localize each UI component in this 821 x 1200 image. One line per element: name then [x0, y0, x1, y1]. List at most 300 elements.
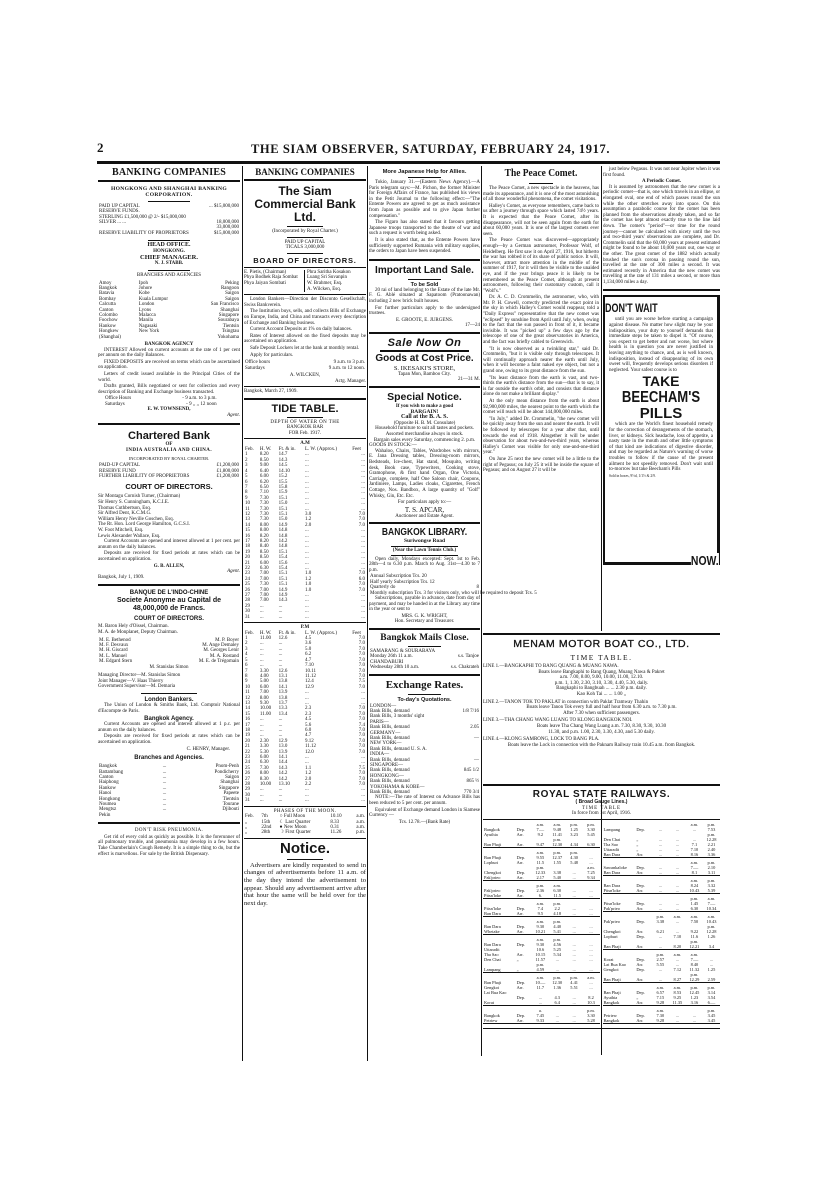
- article-headline: The Peace Comet.: [504, 168, 578, 179]
- table-cell: 2.05: [470, 725, 479, 731]
- table-cell: 4: [245, 468, 248, 474]
- table-cell: 4.30: [570, 854, 578, 860]
- table-cell: Bank Bills, demand: [370, 779, 410, 785]
- table-cell: 11.00: [259, 711, 271, 717]
- table-cell: 7.0: [358, 727, 365, 733]
- exchange-title: Exchange Rates.: [385, 678, 464, 691]
- table-cell: Tha Sao: [484, 951, 499, 957]
- table-cell: ...: [278, 717, 283, 723]
- table-cell: M. A. Rostand: [209, 653, 239, 659]
- table-cell: 5.39: [707, 887, 716, 893]
- table-cell: 14.9: [278, 587, 288, 593]
- signer: A. WILCKEN,: [289, 372, 321, 378]
- table-cell: ...: [675, 851, 680, 857]
- table-cell: 11.7: [536, 984, 545, 990]
- table-cell: 9 a.m. to 3 p.m.: [333, 360, 365, 366]
- masthead-title: THE SIAM OBSERVER, SATURDAY, FEBRUARY 24, 1917.: [250, 142, 611, 156]
- table-cell: 7.0: [358, 668, 365, 674]
- table-cell: 7.10: [259, 490, 269, 496]
- table-cell: 11.5: [553, 892, 561, 898]
- table-cell: 8.20: [259, 538, 269, 544]
- table-cell: 12.21: [689, 943, 700, 949]
- table-cell: 4.5: [304, 636, 312, 642]
- table-cell: 1.36: [553, 984, 562, 990]
- table-cell: SAMARANG & SOURABAYA: [370, 648, 436, 654]
- table-cell: 1.0: [304, 571, 312, 577]
- tide-pm-table: [244, 631, 366, 804]
- contact-line: For particulars apply to:—: [397, 500, 452, 506]
- table-cell: 27: [245, 776, 250, 782]
- table-row: [483, 1018, 600, 1024]
- table-cell: Ban Phaji: [484, 854, 502, 860]
- signer: E. GROOTE, E. JURGENS.: [395, 317, 454, 323]
- table-cell: ...: [658, 966, 662, 972]
- table-cell: ...: [259, 717, 264, 723]
- boat-line-heading: LINE 4.—KLONG SAMRONG, LOCK TO BANG PLA.: [483, 737, 600, 743]
- table-cell: 1: [245, 452, 248, 458]
- table-cell: ...: [361, 468, 365, 474]
- table-cell: a.m.: [536, 821, 545, 827]
- officer-list: [98, 673, 240, 690]
- table-cell: [176, 813, 240, 818]
- table-cell: Calcutta: [99, 302, 116, 308]
- table-cell: 7.30: [259, 511, 269, 517]
- table-cell: Saigon: [225, 291, 239, 297]
- table-cell: 4: [245, 652, 248, 658]
- royal-state-railways-advert: [483, 784, 720, 1059]
- table-cell: ...: [589, 984, 593, 990]
- list-item: Managing Director—M. Stanislas Simon: [98, 673, 181, 679]
- list-item: Phra Saritha Kosakon: [307, 269, 351, 275]
- table-cell: LONDON—: [370, 703, 397, 709]
- table-cell: 7.0: [358, 673, 365, 679]
- scb-title: The Siam Commercial Bank Ltd.: [254, 184, 356, 224]
- table-cell: ...: [589, 951, 593, 957]
- library-note: (Near the Lawn Tennis Club.): [392, 547, 457, 553]
- table-row: [483, 875, 600, 881]
- table-cell: 14.9: [278, 593, 288, 599]
- table-cell: 15.1: [278, 506, 288, 512]
- table-cell: Tha Sao: [603, 841, 619, 847]
- director-list: [98, 494, 240, 539]
- table-cell: 11.5: [536, 859, 545, 865]
- table-cell: ...: [675, 864, 680, 870]
- table-cell: Office Hours: [105, 396, 132, 402]
- table-cell: ...: [658, 826, 662, 832]
- railway-table: [483, 1008, 600, 1024]
- table-cell: Amoy: [99, 280, 112, 286]
- table-cell: 8.40: [690, 961, 699, 967]
- table-cell: ...: [361, 452, 365, 458]
- table-cell: ...: [361, 598, 365, 604]
- table-cell: „: [516, 966, 519, 972]
- table-cell: Malacca: [138, 313, 156, 319]
- table-cell: 13.8: [278, 679, 288, 685]
- table-cell: 3.23: [570, 831, 578, 837]
- timetable-label: TIME TABLE: [581, 805, 622, 811]
- table-cell: 1.0: [304, 582, 312, 588]
- table-cell: 9.28: [656, 999, 665, 1005]
- table-cell: Ban Dara: [603, 882, 621, 888]
- railway-right: [602, 822, 721, 1026]
- table-row: [483, 842, 600, 848]
- indochine-title: BANQUE DE L'INDO-CHINE: [129, 590, 209, 597]
- table-cell: Sourabaya: [217, 318, 239, 324]
- table-cell: 1.1: [304, 765, 312, 771]
- table-cell: 7.4: [537, 905, 544, 911]
- table-cell: Lampang: [484, 966, 501, 972]
- table-cell: ...: [259, 798, 264, 804]
- table-cell: ...: [304, 798, 309, 804]
- table-cell: ...: [658, 841, 662, 847]
- table-cell: 7.00: [259, 690, 269, 696]
- table-cell: Wheiake: [484, 928, 500, 934]
- table-cell: 14.7: [278, 452, 288, 458]
- table-cell: Bank Bills, demand: [370, 735, 410, 741]
- paragraph: Rates of Interest allowed on the fixed deposits may be ascertained on application.: [244, 333, 366, 345]
- table-cell: ...: [675, 841, 680, 847]
- table-cell: 7.0: [358, 744, 365, 750]
- table-cell: a.m.: [587, 974, 595, 980]
- table-cell: 24: [245, 576, 250, 582]
- table-cell: 6.00: [259, 755, 269, 760]
- table-cell: 8.20: [259, 533, 269, 539]
- table-cell: 1.2: [304, 517, 312, 523]
- ad-price: Sold in boxes, 9½d, 1/1½ & 2/9.: [609, 473, 656, 478]
- table-cell: Pitsn'loke: [484, 905, 502, 911]
- list-item: Sir Alfred Dent, K.C.M.G.: [98, 511, 152, 517]
- table-cell: ...: [304, 695, 309, 701]
- of-label: OF: [165, 442, 173, 448]
- table-cell: Lat Bua Kao: [484, 989, 507, 995]
- table-cell: 6.30: [553, 887, 562, 893]
- table-cell: ...: [361, 798, 365, 804]
- table-cell: 9.30: [536, 923, 545, 929]
- table-cell: ...: [304, 690, 309, 696]
- table-cell: 6.4: [554, 999, 560, 1005]
- table-cell: Arr.: [636, 887, 644, 893]
- table-cell: a.m.: [553, 882, 562, 888]
- table-cell: 12: [245, 695, 250, 701]
- paragraph: London Bankers—Direction der Disconto Gesellschaft, Swiss Bankverein.: [244, 297, 366, 308]
- column-divider: [601, 166, 602, 631]
- table-cell: Gengkoi: [603, 966, 619, 972]
- table-cell: Dep.: [636, 864, 645, 870]
- ad-now: NOW.: [691, 553, 719, 569]
- table-cell: Ban Dara: [484, 923, 501, 929]
- signer-title: Agent.: [227, 412, 240, 418]
- stock-title: GOODS IN STOCK:—: [369, 443, 417, 449]
- table-cell: 7.30: [259, 495, 269, 501]
- article-headline: More Japanese Help for Allies.: [382, 169, 467, 175]
- table-cell: p.m.: [656, 951, 665, 957]
- stock-list: Wahaloo, Chairs, Tables, Wardrobes with mirrors, E. Jana Dressing tables, Dressing-room mirrors, Bedsteads, Ice-chest, Hat stand, Mosquito, writing desk, Book case, Typewriters, Cooking stove, Gramophone, & first hand Organ, One Victoria, Carriage, complete, half One Saloon chair, Coupons, Jardinière, Lamps, Ladies cloaks, Cigarettes, French Cottage, Nos. Bandbox, A large quantity of "Golf" Whisky, Gin, Etc. Etc.: [369, 448, 480, 499]
- table-cell: 15.2: [278, 474, 288, 480]
- table-cell: 13.3: [278, 706, 288, 712]
- paragraph: Open daily, Mondays excepted: Sept. 1st to Feb. 28th—4 to 6.30 p.m. March to Aug. 31st—4.30 to 7 p.m.: [369, 556, 480, 573]
- table-cell: ...: [162, 807, 167, 813]
- table-cell: 15.1: [278, 576, 288, 582]
- article-body: [369, 180, 480, 255]
- chartered-capital: [98, 463, 240, 479]
- col-header: Feet: [352, 630, 361, 636]
- railway-table: [483, 919, 600, 935]
- menam-title: MENAM MOTOR BOAT CO., LTD.: [513, 638, 690, 650]
- boat-schedule-row: After 7.30 when sufficient passengers.: [563, 710, 640, 716]
- railway-table: [483, 975, 600, 1006]
- table-cell: ...: [304, 700, 309, 706]
- table-cell: ...: [675, 882, 680, 888]
- table-cell: p.m.: [707, 877, 716, 883]
- table-cell: ...: [572, 1017, 576, 1023]
- table-cell: ...: [589, 859, 593, 865]
- table-cell: ...: [304, 533, 309, 539]
- table-cell: 14.1: [278, 684, 288, 690]
- table-cell: ○ Full Moon: [279, 814, 306, 820]
- table-cell: 11.6: [690, 933, 699, 939]
- chartered-bank-advert: [98, 430, 240, 580]
- library-title: BANGKOK LIBRARY.: [381, 527, 468, 539]
- table-cell: M. E. de Trégomain: [198, 659, 239, 665]
- court-of-directors: COURT OF DIRECTORS.: [125, 482, 213, 492]
- table-cell: 11.32: [689, 966, 700, 972]
- table-cell: ...: [658, 851, 662, 857]
- hsbc-advert: [98, 186, 240, 418]
- paragraph: FIXED DEPOSITS are received on terms which can be ascertained on application.: [98, 359, 240, 371]
- table-cell: ...: [572, 910, 576, 916]
- table-cell: 2.3: [304, 711, 312, 717]
- table-cell: ...: [278, 727, 283, 733]
- indochine-subtitle: Societe Anonyme au Capital de 48,000,000 de Francs.: [117, 597, 221, 613]
- table-cell: Arr.: [516, 874, 524, 880]
- masthead-rule: [97, 161, 720, 164]
- table-cell: Arr.: [516, 928, 524, 934]
- table-row: [98, 474, 240, 479]
- table-cell: 6.30: [587, 841, 595, 847]
- column-5: [603, 167, 720, 631]
- date: Bangkok, July 1, 1909.: [98, 574, 145, 580]
- table-cell: 12.37: [552, 854, 563, 860]
- notice-title: Notice.: [279, 839, 330, 857]
- table-cell: 18: [245, 727, 250, 733]
- table-row: [244, 615, 366, 620]
- notice: [244, 841, 366, 908]
- table-cell: ...: [304, 593, 309, 599]
- table-cell: 31: [245, 614, 250, 620]
- table-cell: 17: [245, 722, 250, 728]
- table-cell: 6.50: [259, 484, 269, 490]
- table-cell: 4.59: [536, 966, 545, 972]
- column-4: [483, 167, 599, 629]
- table-cell: 25: [245, 582, 250, 588]
- table-cell: p.m.: [656, 913, 665, 919]
- table-cell: 15.4: [278, 566, 288, 571]
- agency-title: BANGKOK AGENCY: [144, 342, 194, 348]
- table-cell: p.m.: [707, 1007, 716, 1013]
- table-cell: Ban Dara: [603, 869, 621, 875]
- tide-subtitle: BANGKOK BAR: [286, 425, 324, 431]
- table-cell: 12.28: [706, 836, 717, 842]
- table-cell: Battambang: [99, 769, 124, 775]
- london-bankers-title: London Bankers.: [144, 696, 194, 703]
- head-office: HEAD OFFICE.: [147, 242, 191, 249]
- table-cell: 6.—: [707, 999, 716, 1005]
- table-cell: ...: [658, 864, 662, 870]
- table-cell: ...: [361, 566, 365, 571]
- table-cell: 15.1: [278, 511, 288, 517]
- article-body: [603, 185, 720, 286]
- table-cell: ...: [162, 774, 167, 780]
- table-cell: p.m.: [587, 821, 595, 827]
- table-cell: 14.8: [278, 528, 288, 534]
- table-cell: ...: [259, 792, 264, 798]
- table-cell: 7.53: [707, 826, 716, 832]
- table-cell: ...: [304, 787, 309, 793]
- table-cell: 14: [245, 522, 250, 528]
- table-cell: s.s. Chakrateh: [450, 665, 479, 671]
- table-cell: 4.00: [259, 673, 269, 679]
- scb-body: [244, 297, 366, 358]
- table-cell: 3.16: [690, 999, 699, 1005]
- table-cell: p.m.: [690, 895, 699, 901]
- table-cell: ...: [675, 900, 680, 906]
- table-cell: 10.11: [304, 668, 317, 674]
- table-cell: 8.00: [259, 528, 269, 534]
- table-cell: 10.00: [259, 706, 272, 712]
- table-cell: 7.0: [358, 663, 365, 669]
- table-cell: Bangkok: [99, 764, 118, 770]
- column-divider: [242, 166, 243, 1061]
- table-cell: Korat: [484, 999, 494, 1005]
- table-cell: 1.25: [570, 826, 578, 832]
- table-cell: ...: [304, 760, 309, 766]
- table-cell: 24: [245, 760, 250, 766]
- table-cell: 7.0: [358, 652, 365, 658]
- section-header: BANKING COMPANIES: [111, 167, 227, 178]
- boat-schedule-row: Boats leave Tanon Tok every full and half hour from 6.30 a.m. to 7.30 p.m.: [526, 705, 677, 711]
- table-cell: 10.00: [259, 782, 272, 788]
- special-notice-title: Special Notice.: [387, 391, 462, 404]
- table-cell: Papeete: [223, 791, 239, 797]
- siam-commercial-bank-advert: [244, 185, 366, 395]
- signer-title: Agent.: [227, 569, 240, 575]
- table-cell: 31: [245, 798, 250, 804]
- railway-table: [603, 1008, 721, 1024]
- signer: G. B. ALLEN,: [153, 563, 185, 569]
- incorporated: INCORPORATED BY ROYAL CHARTER.: [128, 455, 210, 461]
- table-cell: 3.30: [259, 744, 269, 750]
- land-sale-subtitle: To be Sold: [410, 281, 439, 288]
- table-cell: Dep.: [636, 966, 645, 972]
- table-cell: Arr.: [516, 984, 524, 990]
- table-cell: 2.21: [707, 841, 716, 847]
- table-cell: ...: [361, 700, 365, 706]
- table-cell: Saturdays: [245, 365, 265, 371]
- table-cell: 1.0: [304, 587, 312, 593]
- paragraph: At the only mean distance from the earth is about 92,900,000 miles, the nearest point to the earth which the comet will reach will be about 144,000,000 miles.: [483, 398, 599, 416]
- table-cell: 14.10: [278, 468, 290, 474]
- table-cell: ...: [589, 905, 593, 911]
- table-cell: a.m.: [690, 877, 699, 883]
- ad-pills: PILLS: [639, 405, 683, 423]
- table-cell: 5.6: [304, 722, 312, 728]
- table-cell: ...: [162, 785, 167, 791]
- table-cell: ...: [572, 951, 576, 957]
- boat-schedule-row: Boats leave the Lock in connection with the Paknam Railway train 10.45 a.m. from Bangkok.: [507, 742, 696, 748]
- signer-title: Hon. Secretary and Treasurer.: [394, 619, 455, 625]
- tide-table: [244, 403, 366, 804]
- table-cell: 15.9: [278, 490, 288, 496]
- table-cell: ...: [658, 905, 662, 911]
- table-cell: ...: [658, 887, 662, 893]
- paragraph: Deposits are received for fixed periods at rates which can be ascertained on application.: [98, 734, 240, 745]
- ad-headline: DON'T WAIT: [605, 301, 658, 316]
- table-cell: 11.26: [330, 830, 342, 836]
- table-cell: 7.00: [259, 598, 269, 604]
- paragraph: Apply for particulars.: [250, 352, 294, 358]
- table-cell: Pekin: [99, 812, 111, 818]
- table-cell: RESERVE FUNDS.: [99, 209, 140, 215]
- table-cell: Ban Phaji: [603, 989, 621, 995]
- table-cell: ...: [361, 555, 365, 561]
- table-cell: 22: [245, 749, 250, 755]
- table-cell: ...: [658, 869, 662, 875]
- table-cell: a.m.: [356, 814, 365, 820]
- table-cell: 3.38: [656, 918, 665, 924]
- court-of-directors: COURT OF DIRECTORS.: [134, 616, 204, 623]
- table-cell: HONGKONG—: [370, 773, 404, 779]
- table-cell: STERLING £1,500,000 @ 2/- $15,000,000: [99, 214, 186, 220]
- paragraph: Current Account Deposits at 1% on daily balances.: [250, 327, 352, 333]
- table-cell: ☽ First Quarter: [279, 830, 311, 836]
- table-cell: 14.8: [278, 544, 288, 550]
- table-cell: ...: [555, 1012, 559, 1018]
- table-cell: Colombo: [99, 313, 118, 319]
- ikesaki-store-advert: [369, 337, 480, 383]
- paragraph: "It is now observed as a twinkling star," said Dr. Crommelin, "but it is visible only through telescopes. It will continually approach nearer the earth until July, when it will become a faint naked eye object, but not a grand one, owing to its great distance from the sun.: [483, 346, 599, 374]
- table-cell: 2: [245, 457, 248, 463]
- table-cell: 7.00: [259, 587, 269, 593]
- table-cell: Tientsin: [222, 323, 239, 329]
- table-cell: 13: [245, 700, 250, 706]
- table-cell: Singapore: [218, 785, 239, 791]
- table-cell: 7.4: [358, 722, 365, 728]
- table-cell: 2.36: [536, 887, 545, 893]
- ad-reference: 17—24: [465, 323, 480, 329]
- hsbc-branches: [98, 281, 240, 340]
- railway-table: [603, 952, 721, 983]
- paragraph: "Its least distance from the earth is vast, and two-thirds the earth's distance from the sun—that is to say, it is far outside the earth's orbit, and consists that distance alone do not make a brilliant display.": [483, 375, 599, 398]
- paragraph: It is assumed by astronomers that the new comet is a periodic comet—that is, one which travels in an ellipse, or elongated oval, one end of which passes round the sun while the other stretches away into space. On this assumption a parabolic course for the comet has been planned from the observations already taken, and so far the comet has kept almost exactly true to the line laid down. The comet's "period"—or time for the round journey—cannot be calculated with nicety until the two and two-third years' observations are complete, and Dr. Crommelin said that the 60,000 years at present estimated might be found to be about 10,000 years out, one way or the other. The great comet of the 1882 which actually brushed the sun's corona in passing round the sun, travelled at the rate of 300 miles a second. It was estimated recently in America that the new comet was travelling at the rate of 131 miles a second, or more than 1,134,000 miles a day.: [603, 184, 720, 285]
- table-cell: ...: [361, 484, 365, 490]
- table-row: [98, 813, 240, 818]
- table-cell: 7.0: [358, 749, 365, 755]
- table-cell: Manila: [138, 318, 153, 324]
- table-cell: 9.30: [536, 941, 545, 947]
- table-cell: Foochow: [99, 318, 118, 324]
- table-cell: ...: [675, 826, 680, 832]
- paragraph: The Peace Comet was discovered—appropriately enough—by a German astronomer, Professor Wolf, of Heidelberg. He first saw it on April 27, 1916, but hitherto the war has robbed it of its share of public notice. It will, however, attract more attention in the middle of the summer of 1917, for it will then be visible to the unaided eye, and if the year brings peace it is likely to be remembered as the Peace Comet, although at present astronomers, following their customary custom, call it "Wolf's.": [483, 238, 599, 294]
- list-item: Sir Montagu Cornish Turner, (Chairman): [98, 494, 181, 500]
- table-cell: Sawankaloke: [603, 864, 627, 870]
- table-cell: 6.20: [259, 479, 269, 485]
- table-cell: 16: [245, 533, 250, 539]
- chair-list: [98, 624, 240, 635]
- table-cell: Bank Bills, demand U. S. A.: [370, 746, 427, 752]
- table-cell: ...: [361, 506, 365, 512]
- table-cell: ...: [304, 528, 309, 534]
- table-cell: p.m.: [536, 882, 545, 888]
